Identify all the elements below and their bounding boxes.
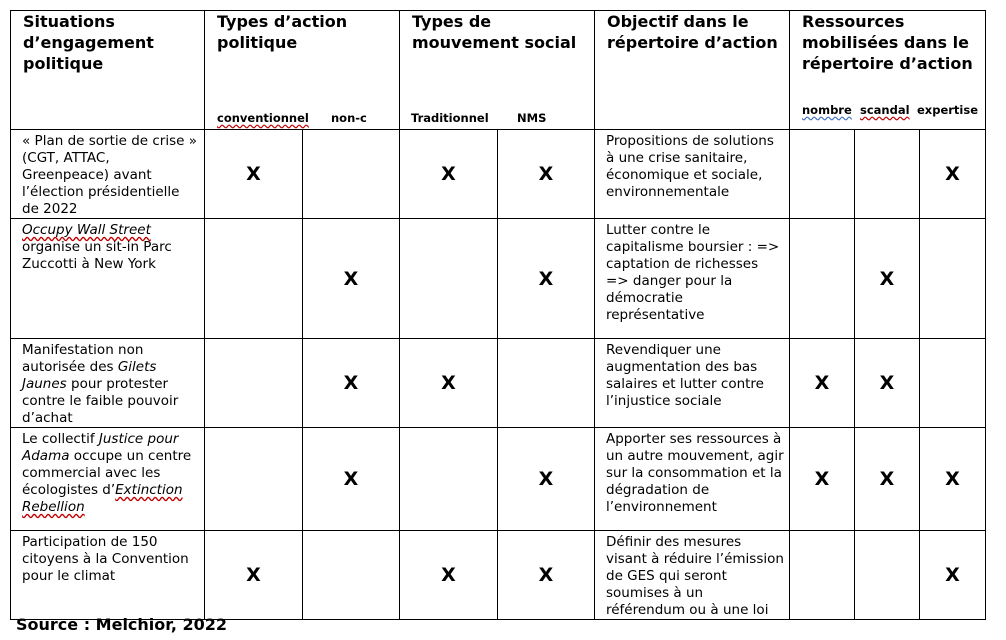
subheader-expertise: expertise (917, 103, 979, 117)
objectif-cell: Apporter ses ressources à un autre mouvement, agir sur la consommation et la dégradation de l’environnement (595, 428, 790, 531)
objectif-cell: Propositions de solutions à une crise sanitaire, économique et sociale, environnementale (595, 130, 790, 219)
subheader-conventionnel: conventionnel (217, 111, 309, 125)
mark-expertise: X (920, 428, 986, 531)
mark-conventionnel (205, 339, 303, 428)
mark-expertise (920, 339, 986, 428)
header-objectif: Objectif dans le répertoire d’action (595, 11, 790, 130)
mark-conventionnel (205, 428, 303, 531)
mark-scandal: X (855, 219, 920, 339)
engagement-table (10, 10, 986, 620)
header-row (11, 11, 986, 130)
header-types-mouvement: Types de mouvement social Traditionnel NMS (400, 11, 595, 130)
subheader-scandal: scandal (860, 103, 910, 117)
subheader-traditionnel: Traditionnel (411, 111, 489, 125)
subheader-non-c: non-c (331, 111, 367, 125)
mark-non-c (303, 130, 400, 219)
mark-traditionnel: X (400, 339, 498, 428)
table-row (11, 130, 986, 219)
mark-scandal (855, 531, 920, 620)
table-row (11, 339, 986, 428)
mark-nombre: X (790, 428, 855, 531)
situation-cell: Occupy Wall Street organise un sit-in Parc Zuccotti à New York (11, 219, 205, 339)
subheader-nms: NMS (517, 111, 547, 125)
mark-conventionnel (205, 219, 303, 339)
mark-non-c (303, 531, 400, 620)
header-situations: Situations d’engagement politique (11, 11, 205, 130)
mark-nombre: X (790, 339, 855, 428)
objectif-cell: Revendiquer une augmentation des bas salaires et lutter contre l’injustice sociale (595, 339, 790, 428)
situation-cell: Participation de 150 citoyens à la Convention pour le climat (11, 531, 205, 620)
mark-nms: X (498, 531, 595, 620)
mark-expertise (920, 219, 986, 339)
table-row (11, 531, 986, 620)
table-row (11, 219, 986, 339)
mark-non-c: X (303, 219, 400, 339)
situation-cell: « Plan de sortie de crise » (CGT, ATTAC, Greenpeace) avant l’élection présidentielle de 2022 (11, 130, 205, 219)
mark-nombre (790, 130, 855, 219)
mark-nms: X (498, 219, 595, 339)
objectif-cell: Définir des mesures visant à réduire l’émission de GES qui seront soumises à un référendum ou à une loi (595, 531, 790, 620)
situation-cell: Le collectif Justice pour Adama occupe un centre commercial avec les écologistes d’Extinction Rebellion (11, 428, 205, 531)
mark-nombre (790, 219, 855, 339)
mark-traditionnel (400, 219, 498, 339)
mark-conventionnel: X (205, 130, 303, 219)
mark-traditionnel: X (400, 531, 498, 620)
header-types-action: Types d’action politique conventionnel non-c (205, 11, 400, 130)
situation-cell: Manifestation non autorisée des Gilets Jaunes pour protester contre le faible pouvoir d’achat (11, 339, 205, 428)
mark-expertise: X (920, 130, 986, 219)
mark-conventionnel: X (205, 531, 303, 620)
mark-nombre (790, 531, 855, 620)
mark-nms: X (498, 428, 595, 531)
source-caption: Source : Melchior, 2022 (16, 615, 227, 634)
mark-scandal: X (855, 428, 920, 531)
mark-traditionnel: X (400, 130, 498, 219)
mark-nms (498, 339, 595, 428)
mark-nms: X (498, 130, 595, 219)
mark-expertise: X (920, 531, 986, 620)
objectif-cell: Lutter contre le capitalisme boursier : => captation de richesses => danger pour la démocratie représentative (595, 219, 790, 339)
subheader-nombre: nombre (802, 103, 852, 117)
mark-scandal (855, 130, 920, 219)
mark-traditionnel (400, 428, 498, 531)
mark-scandal: X (855, 339, 920, 428)
header-ressources: Ressources mobilisées dans le répertoire d’action nombre scandal expertise (790, 11, 986, 130)
mark-non-c: X (303, 339, 400, 428)
mark-non-c: X (303, 428, 400, 531)
table-row (11, 428, 986, 531)
